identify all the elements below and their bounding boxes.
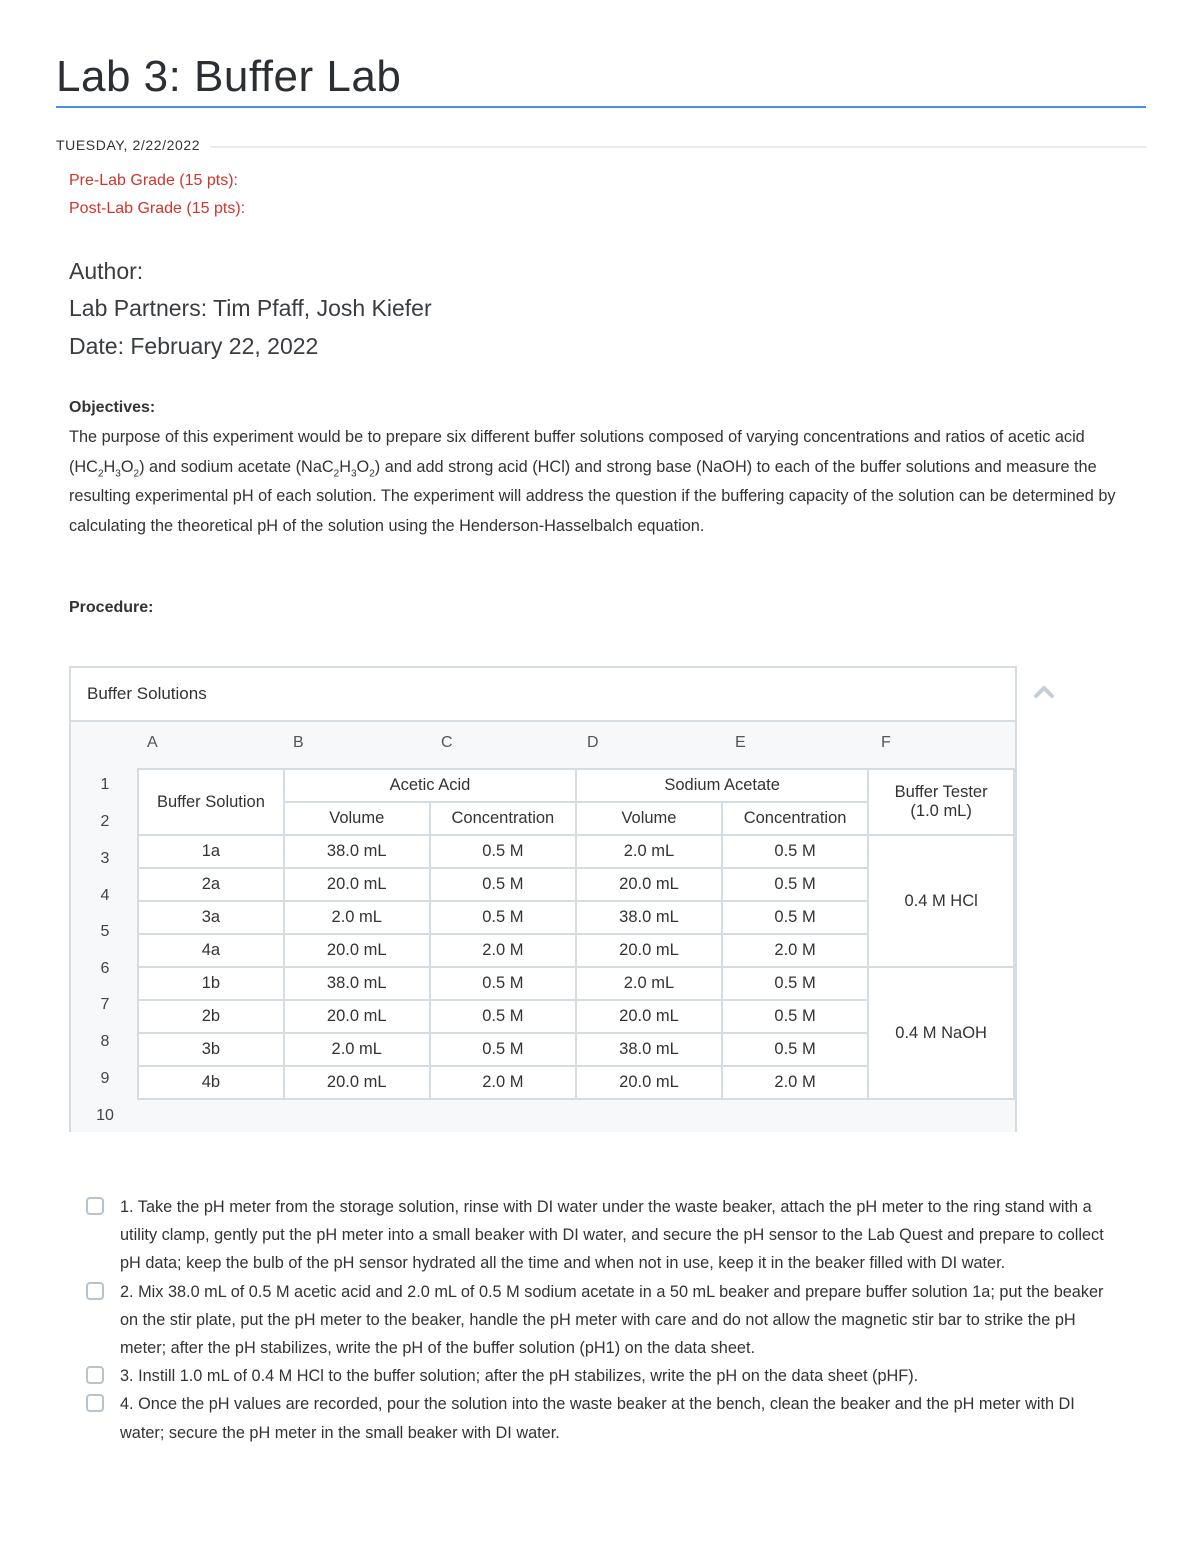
header-volume: Volume xyxy=(284,802,430,835)
table-cell: 2.0 M xyxy=(430,1066,576,1099)
column-letter-a: A xyxy=(147,734,158,751)
table-cell: 2a xyxy=(138,868,284,901)
table-cell: 0.5 M xyxy=(430,967,576,1000)
step-text: 1. Take the pH meter from the storage solution, rinse with DI water under the waste beaker, attach the pH meter to the ring stand with a utility clamp, gently put the pH meter into a small beaker with DI water, and secure the pH sensor to the Lab Quest and prepare to collect pH data; keep the bulb of the pH sensor hydrated all the time and when not in use, keep it in the beaker filled with DI water. xyxy=(120,1198,1104,1273)
objectives-heading: Objectives: xyxy=(69,399,156,416)
table-cell: 1b xyxy=(138,967,284,1000)
date-divider xyxy=(56,146,1146,148)
table-cell: 20.0 mL xyxy=(284,868,430,901)
table-cell: 20.0 mL xyxy=(576,1066,722,1099)
lab-partners-line: Lab Partners: Tim Pfaff, Josh Kiefer xyxy=(69,295,432,321)
table-cell: 20.0 mL xyxy=(576,868,722,901)
date-label: TUESDAY, 2/22/2022 xyxy=(56,137,210,153)
table-cell: 38.0 mL xyxy=(576,1033,722,1066)
table-cell: 3a xyxy=(138,901,284,934)
table-cell: 1a xyxy=(138,835,284,868)
date-line: Date: February 22, 2022 xyxy=(69,333,319,359)
row-number: 2 xyxy=(100,813,110,830)
table-cell: 0.5 M xyxy=(722,901,868,934)
title-underline xyxy=(56,106,1146,108)
table-row xyxy=(138,835,1014,868)
table-cell: 2.0 M xyxy=(722,1066,868,1099)
table-cell: 38.0 mL xyxy=(576,901,722,934)
header-sodium-acetate: Sodium Acetate xyxy=(576,769,868,802)
table-cell: 0.5 M xyxy=(430,901,576,934)
tester-hcl-cell: 0.4 M HCl xyxy=(868,835,1014,967)
table-cell: 3b xyxy=(138,1033,284,1066)
row-number: 6 xyxy=(100,960,110,977)
table-cell: 2.0 mL xyxy=(576,967,722,1000)
checklist-item xyxy=(86,1193,1136,1278)
table-cell: 0.5 M xyxy=(722,1033,868,1066)
table-cell: 20.0 mL xyxy=(576,1000,722,1033)
column-letter-b: B xyxy=(293,734,304,751)
page-title: Lab 3: Buffer Lab xyxy=(56,52,402,101)
table-cell: 0.5 M xyxy=(722,835,868,868)
step-checkbox[interactable] xyxy=(86,1282,104,1300)
checklist-item xyxy=(86,1278,1136,1363)
header-volume: Volume xyxy=(576,802,722,835)
table-cell: 4b xyxy=(138,1066,284,1099)
row-number: 9 xyxy=(100,1070,110,1087)
row-number: 1 xyxy=(100,776,110,793)
column-letter-c: C xyxy=(441,734,453,751)
row-number: 10 xyxy=(96,1107,114,1124)
row-number: 7 xyxy=(100,996,110,1013)
step-text: 3. Instill 1.0 mL of 0.4 M HCl to the buffer solution; after the pH stabilizes, write the pH on the data sheet (pHF). xyxy=(120,1367,919,1386)
checklist-item xyxy=(86,1390,1136,1446)
step-checkbox[interactable] xyxy=(86,1394,104,1412)
step-text: 4. Once the pH values are recorded, pour the solution into the waste beaker at the bench, clean the beaker and the pH meter with DI water; secure the pH meter in the small beaker with DI water. xyxy=(120,1395,1075,1442)
table-cell: 2b xyxy=(138,1000,284,1033)
objectives-text: The purpose of this experiment would be to prepare six different buffer solutions composed of varying concentrations and ratios of acetic acid $(HC_2H_3O_2)$ and sodium acetate $(NaC_2H_3O_2)$ and add strong acid (HCl) and strong base (NaOH) to each of the buffer solutions and measure the resulting experimental pH of each solution. The experiment will address the question if the buffering capacity of the solution can be determined by calculating the theoretical pH of the solution using the Henderson-Hasselbalch equation. xyxy=(69,428,1116,535)
buffer-solutions-panel xyxy=(69,666,1017,1132)
table-cell: 20.0 mL xyxy=(284,1066,430,1099)
checklist-item xyxy=(86,1362,1136,1390)
tester-naoh-cell: 0.4 M NaOH xyxy=(868,967,1014,1099)
table-cell: 0.5 M xyxy=(430,1033,576,1066)
procedure-heading: Procedure: xyxy=(69,599,154,616)
column-letter-f: F xyxy=(881,734,891,751)
header-buffer-solution: Buffer Solution xyxy=(138,769,284,835)
column-letter-d: D xyxy=(587,734,599,751)
table-cell: 4a xyxy=(138,934,284,967)
table-cell: 0.5 M xyxy=(722,967,868,1000)
header-concentration: Concentration xyxy=(722,802,868,835)
table-cell: 20.0 mL xyxy=(284,934,430,967)
table-cell: 2.0 M xyxy=(430,934,576,967)
table-row xyxy=(138,967,1014,1000)
panel-title: Buffer Solutions xyxy=(87,684,207,703)
table-cell: 2.0 mL xyxy=(576,835,722,868)
header-concentration: Concentration xyxy=(430,802,576,835)
column-letter-e: E xyxy=(735,734,746,751)
table-cell: 0.5 M xyxy=(430,868,576,901)
author-line: Author: xyxy=(69,258,144,284)
procedure-checklist xyxy=(86,1193,1136,1447)
table-cell: 2.0 mL xyxy=(284,1033,430,1066)
row-number: 5 xyxy=(100,923,110,940)
table-cell: 2.0 mL xyxy=(284,901,430,934)
row-number: 3 xyxy=(100,850,110,867)
step-checkbox[interactable] xyxy=(86,1366,104,1384)
date-header xyxy=(56,137,1146,155)
step-checkbox[interactable] xyxy=(86,1197,104,1215)
table-cell: 20.0 mL xyxy=(576,934,722,967)
table-cell: 38.0 mL xyxy=(284,967,430,1000)
table-cell: 0.5 M xyxy=(722,1000,868,1033)
pre-lab-grade: Pre-Lab Grade (15 pts): xyxy=(69,172,238,189)
buffer-solutions-table xyxy=(137,768,1015,1100)
header-acetic-acid: Acetic Acid xyxy=(284,769,576,802)
table-cell: 0.5 M xyxy=(722,868,868,901)
header-buffer-tester: Buffer Tester (1.0 mL) xyxy=(868,769,1014,835)
table-cell: 2.0 M xyxy=(722,934,868,967)
chevron-up-icon[interactable] xyxy=(1033,684,1055,700)
post-lab-grade: Post-Lab Grade (15 pts): xyxy=(69,200,246,217)
row-number: 4 xyxy=(100,887,110,904)
step-text: 2. Mix 38.0 mL of 0.5 M acetic acid and 2.0 mL of 0.5 M sodium acetate in a 50 mL beaker and prepare buffer solution 1a; put the beaker on the stir plate, put the pH meter to the beaker, handle the pH meter with care and do not allow the magnetic stir bar to strike the pH meter; after the pH stabilizes, write the pH of the buffer solution (pH1) on the data sheet. xyxy=(120,1282,1104,1358)
row-number: 8 xyxy=(100,1033,110,1050)
table-cell: 0.5 M xyxy=(430,1000,576,1033)
table-cell: 38.0 mL xyxy=(284,835,430,868)
table-cell: 0.5 M xyxy=(430,835,576,868)
table-cell: 20.0 mL xyxy=(284,1000,430,1033)
